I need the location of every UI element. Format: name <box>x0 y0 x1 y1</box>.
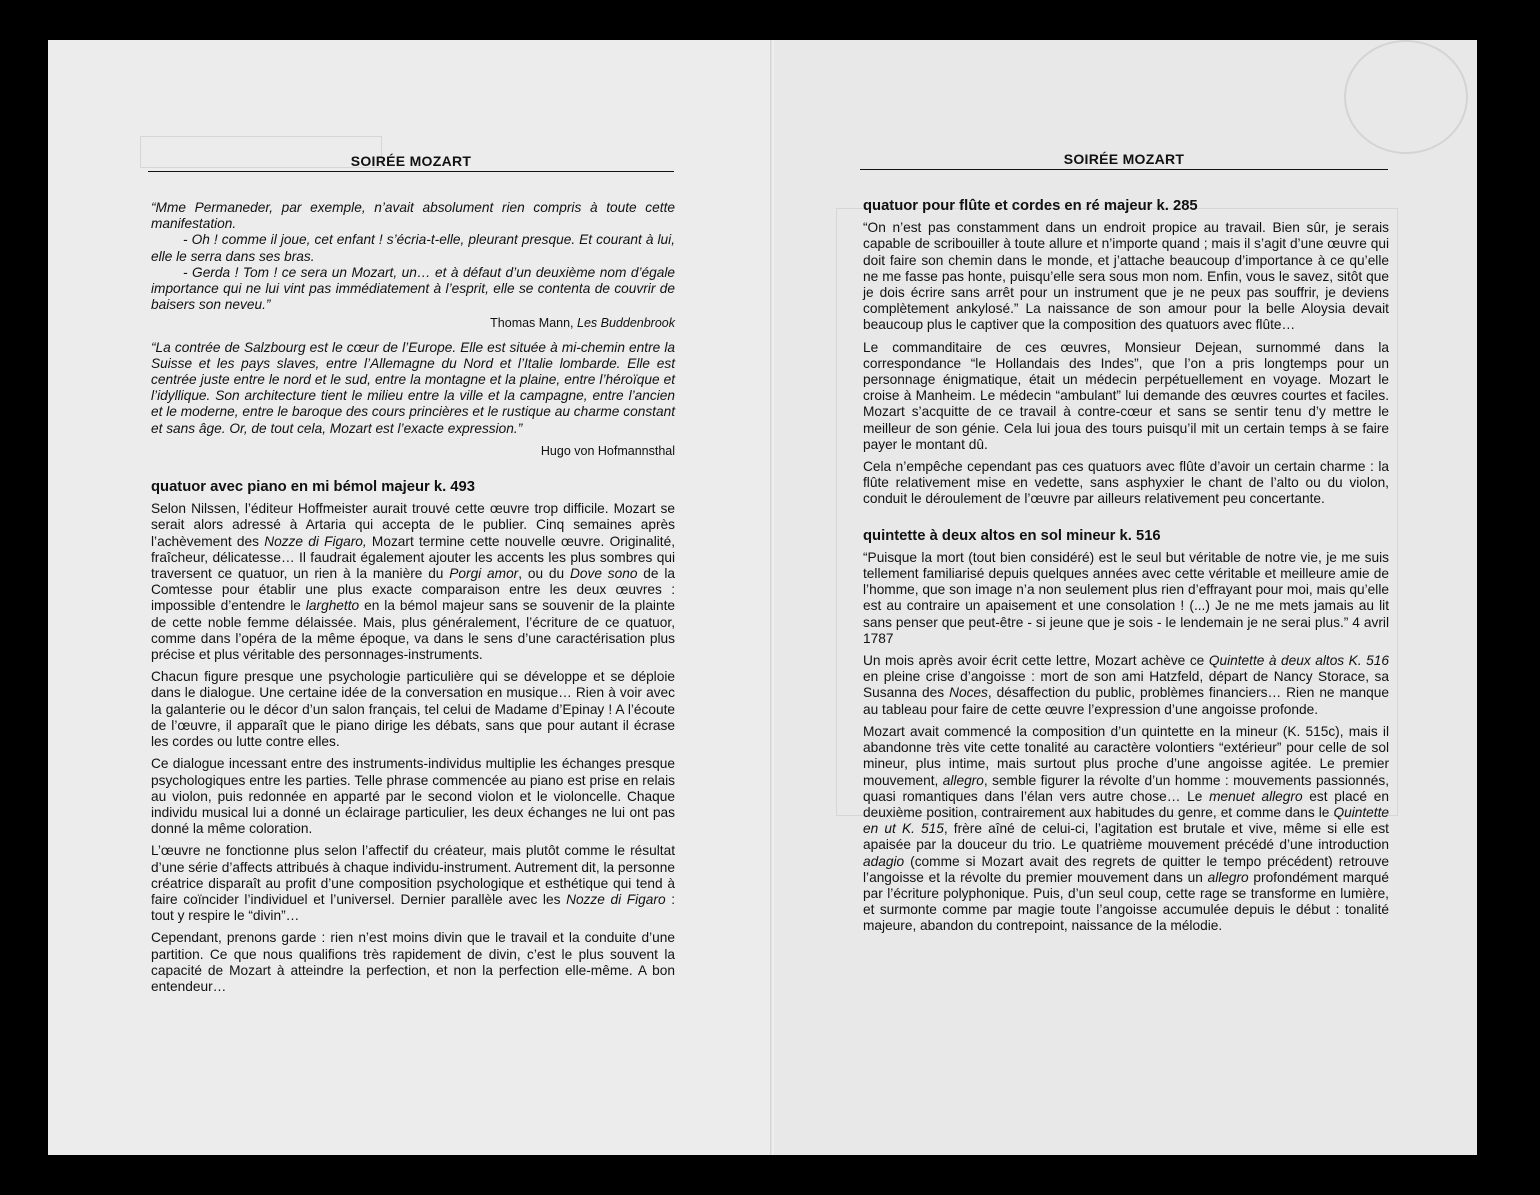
bleed-through-seal <box>1344 40 1468 154</box>
paragraph: Chacun figure presque une psychologie particulière qui se développe et se déploie dans le dialogue. Une certaine idée de la conversation en musique… Rien à voir avec la galanterie ou le décor d’un salon français, tel celui de Madame d’Epinay ! A l’écoute de l’œuvre, il apparaît que le piano dirige les débats, sans que pour autant il écrase les cordes ou lutte contre elles. <box>151 669 675 750</box>
running-head-left: SOIRÉE MOZART <box>148 153 674 172</box>
section-title-k516: quintette à deux altos en sol mineur k. 516 <box>863 527 1161 544</box>
left-page <box>48 40 772 1155</box>
paragraph: Cela n’empêche cependant pas ces quatuors avec flûte d’avoir un certain charme : la flûte relativement mise en vedette, sans asphyxier le chant de l’alto ou du violon, conduit le déroulement de l’œuvre par ailleurs relativement peu concertante. <box>863 459 1389 507</box>
quote-line: - Gerda ! Tom ! ce sera un Mozart, un… et à défaut d’un deuxième nom d’égale importance qui ne lui vint pas immédiatement à l’esprit, elle se contenta de couvrir de baisers son neveu.” <box>151 264 675 313</box>
paragraph: Un mois après avoir écrit cette lettre, Mozart achève ce Quintette à deux altos K. 516 en pleine crise d’angoisse : mort de son ami Hatzfeld, départ de Nancy Storace, sa Susanna des Noces, désaffection du public, problèmes financiers… Rien ne manque au tableau pour faire de cette œuvre l’expression d’une angoisse profonde. <box>863 653 1389 717</box>
quote-line: - Oh ! comme il joue, cet enfant ! s’écria-t-elle, pleurant presque. Et courant à lui, elle le serra dans ses bras. <box>151 232 675 264</box>
attribution-thomas-mann: Thomas Mann, Les Buddenbrook <box>490 316 675 331</box>
paragraph: Ce dialogue incessant entre des instruments-individus multiplie les échanges presque psychologiques entre les parties. Telle phrase commencée au piano est prise en relais au violon, puis redonnée en apparté par le second violon et le violoncelle. Chaque individu musical lui a donné un éclairage particulier, les deux échanges ne lui ont pas donné la même coloration. <box>151 756 675 837</box>
left-column <box>151 200 675 1001</box>
right-column <box>863 198 1389 941</box>
attribution-hofmannsthal: Hugo von Hofmannsthal <box>540 443 675 458</box>
paragraph: Selon Nilssen, l’éditeur Hoffmeister aurait trouvé cette œuvre trop difficile. Mozart se serait alors adressé à Artaria qui accepta de le publier. Cinq semaines après l’achèvement des Nozze di Figaro, Mozart termine cette nouvelle œuvre. Originalité, fraîcheur, délicatesse… Il faudrait également ajouter les accents les plus sombres qui traversent ce quatuor, un rien à la manière du Porgi amor, ou du Dove sono de la Comtesse pour établir une plus exacte comparaison entre les deux œuvres : impossible d’entendre le larghetto en la bémol majeur sans se souvenir de la plainte de cette noble femme délaissée. Mais, plus généralement, l’écriture de ce quatuor, comme dans l’opéra de la même époque, va dans le sens d’une caractérisation plus précise et plus véritable des personnages-instruments. <box>151 501 675 663</box>
paragraph: Le commanditaire de ces œuvres, Monsieur Dejean, surnommé dans la correspondance “le Hollandais des Indes”, que l’on a pris longtemps pour un personnage énigmatique, était un médecin perpétuellement en voyage. Mozart le croise à Manheim. Le médecin “ambulant” lui demande des œuvres courtes et faciles. Mozart s’acquitte de ce travail à contre-cœur et sans se sentir tenu d’y mettre le meilleur de son génie. Cela lui joua des tours puisqu’il mit un certain temps à se faire payer le montant dû. <box>863 339 1389 452</box>
paragraph: L’œuvre ne fonctionne plus selon l’affectif du créateur, mais plutôt comme le résultat d’une série d’affects attribués à chaque individu-instrument. Autrement dit, la personne créatrice disparaît au profit d’une composition psychologique et esthétique qui tend à faire coïncider l’individuel et l’universel. Dernier parallèle avec les Nozze di Figaro : tout y respire le “divin”… <box>151 843 675 924</box>
section-title-k493: quatuor avec piano en mi bémol majeur k. 493 <box>151 479 475 496</box>
work-title: Les Buddenbrook <box>577 316 675 331</box>
running-head-right: SOIRÉE MOZART <box>860 151 1388 170</box>
right-page <box>774 40 1477 1155</box>
paragraph: Mozart avait commencé la composition d’un quintette en la mineur (K. 515c), mais il abandonne très vite cette tonalité au caractère volontiers “extérieur” pour celle de sol mineur, plus intime, mais surtout plus proche d’une angoisse agitée. Le premier mouvement, allegro, semble figurer la révolte d’un homme : mouvements passionnés, quasi romantiques dans l’élan vers autre chose… Le menuet allegro est placé en deuxième position, contrairement aux habitudes du genre, et comme dans le Quintette en ut K. 515, frère aîné de celui-ci, l’agitation est brutale et vive, même si elle est apaisée par la douceur du trio. Le quatrième mouvement précédé d’une introduction adagio (comme si Mozart avait des regrets de quitter le tempo précédent) retrouve l’angoisse et la révolte du premier mouvement dans un allegro profondément marqué par l’écriture polyphonique. Puis, d’un seul coup, cette rage se transforme en lumière, et surmonte comme par magie toute l’angoisse accumulée depuis le début : tonalité majeure, abandon du contrepoint, naissance de la mélodie. <box>863 723 1389 934</box>
paragraph: “Puisque la mort (tout bien considéré) est le seul but véritable de notre vie, je me suis tellement familiarisé depuis quelques années avec cette véritable et meilleure amie de l’homme, que son image n’a non seulement plus rien d’effrayant pour moi, mais qu’elle est au contraire un apaisement et une consolation ! (...) Je ne me mets jamais au lit sans penser que peut-être - si jeune que je sois - le lendemain je ne serai plus.” 4 avril 1787 <box>863 549 1389 646</box>
paragraph: Cependant, prenons garde : rien n’est moins divin que le travail et la conduite d’une partition. Ce que nous qualifions très rapidement de divin, c’est le plus souvent la capacité de Mozart à atteindre la perfection, et non la perfection elle-même. A bon entendeur… <box>151 930 675 994</box>
quote-thomas-mann <box>151 200 675 313</box>
quote-hofmannsthal: “La contrée de Salzbourg est le cœur de l’Europe. Elle est située à mi-chemin entre la Suisse et les pays slaves, entre l’Allemagne du Nord et l’Italie lombarde. Elle est centrée juste entre le nord et le sud, entre la montagne et la plaine, entre l’héroïque et l’idyllique. Son architecture tient le milieu entre la ville et la campagne, entre l’ancien et le moderne, entre le baroque des cours princières et le rustique au charme constant et sans âge. Or, de tout cela, Mozart est l’exacte expression.” <box>151 339 675 436</box>
section-title-k285: quatuor pour flûte et cordes en ré majeur k. 285 <box>863 198 1198 214</box>
quote-line: “Mme Permaneder, par exemple, n’avait absolument rien compris à toute cette manifestation. <box>151 200 675 232</box>
paragraph: “On n’est pas constamment dans un endroit propice au travail. Bien sûr, je serais capable de scribouiller à toute allure et n’importe quand ; mais il s’agit d’une œuvre qui doit faire son chemin dans le monde, et j’attache beaucoup d’importance à ce qu’elle ne me fasse pas honte, puisqu’elle sera sous mon nom. Enfin, vous le savez, sitôt que je dois écrire sans arrêt pour un instrument que je ne peux pas souffrir, je deviens complètement ankylosé.” La naissance de son amour pour la belle Aloysia devait beaucoup plus le captiver que la composition des quatuors avec flûte… <box>863 220 1389 333</box>
